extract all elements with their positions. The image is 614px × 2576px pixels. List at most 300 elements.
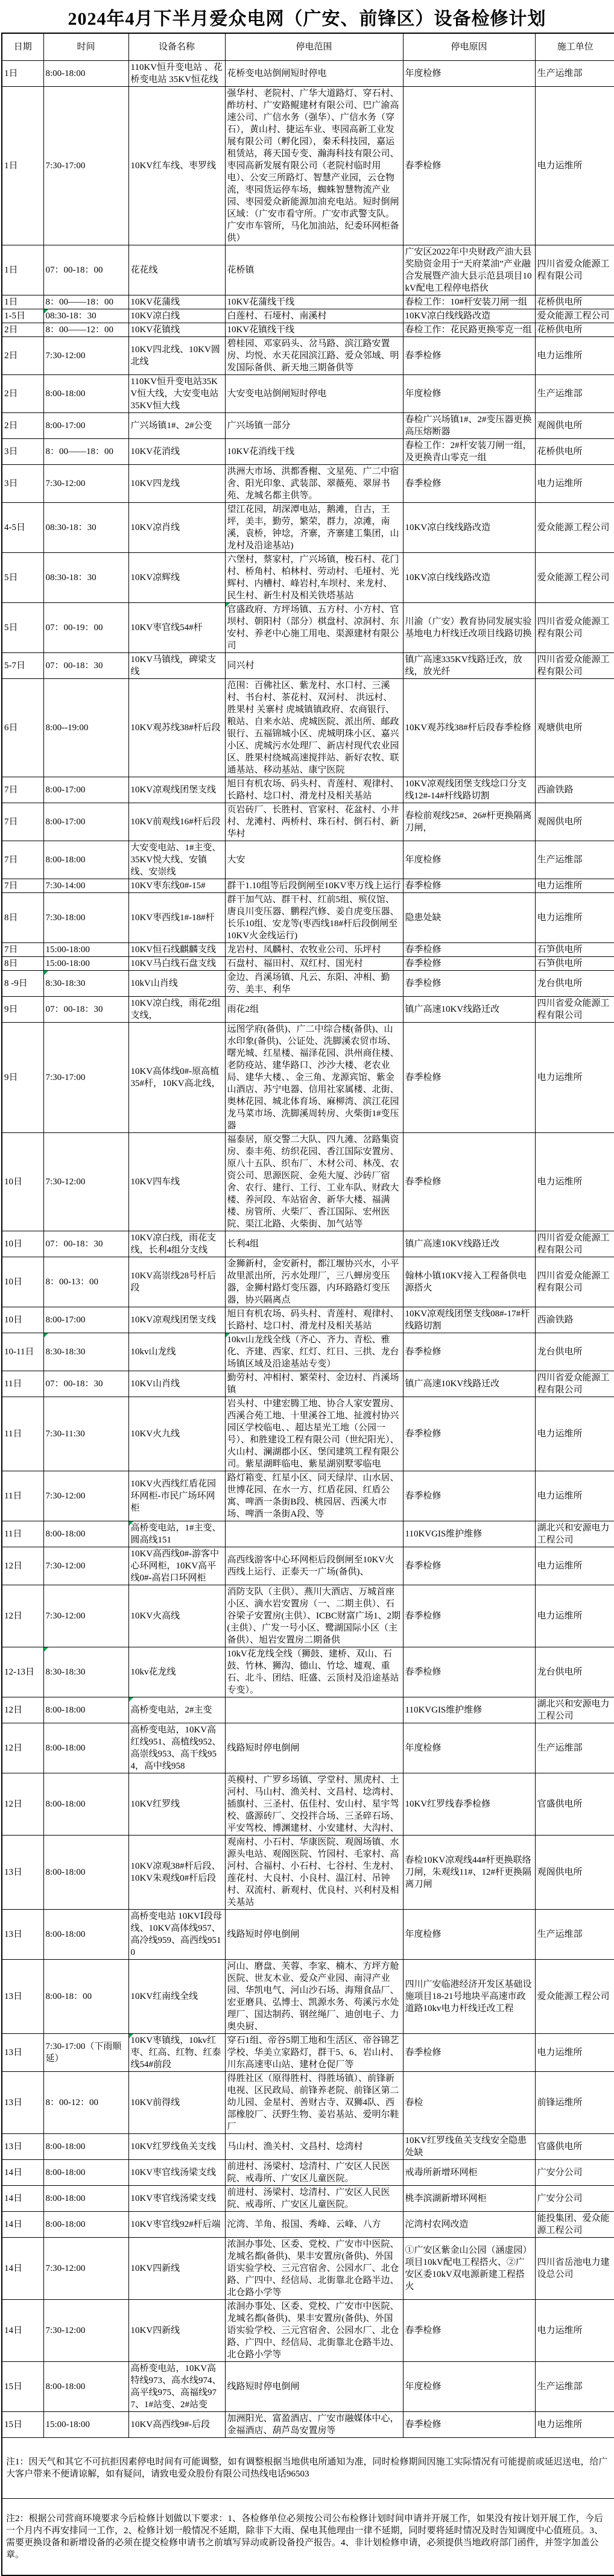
cell-construction-unit: 电力运维所 [535, 879, 614, 893]
cell-outage-reason: 春季检修 [403, 1647, 535, 1697]
cell-date: 13日 [2, 1960, 43, 2034]
cell-outage-reason: 年度检修 [403, 61, 535, 87]
table-row [2, 1773, 614, 1836]
cell-date: 1日 [2, 245, 43, 295]
cell-construction-unit: 观阁供电所 [535, 803, 614, 841]
cell-construction-unit: 观塘供电所 [535, 679, 614, 777]
cell-outage-range: 碧桂园、邓家码头、岔马路、滨江路安置房、均悦、水天花园滨江路、爱众邻域、明发国际备供、新天地三期备供等 [225, 337, 403, 375]
cell-outage-range: 10KV花消线干线 [225, 439, 403, 465]
cell-device-name: 10KV枣官线92#杆后端 [128, 2212, 225, 2238]
cell-time: 7:30-17:00 [43, 1023, 128, 1133]
cell-date: 11日 [2, 1521, 43, 1547]
note-row [2, 2438, 614, 2499]
cell-date: 3日 [2, 439, 43, 465]
cell-construction-unit: 电力运维所 [535, 1547, 614, 1585]
cell-outage-range: 前进村、汤梁村、埝清村、广安区人民医院、戒毒所、广安区儿童医院。 [225, 2186, 403, 2212]
cell-device-name: 10KV四车线 [128, 1133, 225, 1231]
cell-construction-unit: 四川省爱众能源工程有限公司 [535, 603, 614, 653]
cell-outage-reason: 年度检修 [403, 1723, 535, 1773]
cell-construction-unit: 电力运维所 [535, 2034, 614, 2072]
cell-device-name: 10KV四新线 [128, 2238, 225, 2300]
cell-construction-unit: 电力运维所 [535, 1471, 614, 1521]
cell-outage-range [225, 1521, 403, 1547]
cell-device-name: 10KV马镇线，碑梁支线 [128, 653, 225, 679]
cell-outage-range: 长利4组 [225, 1231, 403, 1257]
cell-date: 11日 [2, 1471, 43, 1521]
cell-date: 15日 [2, 2362, 43, 2412]
cell-outage-reason: 春检10KV凉观线44#杆更换联络刀闸，朱观线11#、12#杆更换隔离刀闸 [403, 1836, 535, 1910]
cell-outage-range: 雨花2组 [225, 997, 403, 1023]
cell-outage-range: 群干加气站、群干村、红前5组、殡仪馆、唐良川变压器、鹏程汽修、姜自虎变压器、长乐10组、安龙等(枣西线18#杆后段倒闸至10KV火金线运行) [225, 893, 403, 943]
cell-outage-reason: 春季检修 [403, 1547, 535, 1585]
cell-outage-reason: 110KVGIS维护维修 [403, 1521, 535, 1547]
cell-construction-unit: 生产运维部 [535, 1723, 614, 1773]
cell-construction-unit: 西渝铁路 [535, 1307, 614, 1333]
table-row [2, 309, 614, 323]
cell-time: 08:30-18：30 [43, 553, 128, 603]
cell-outage-reason: 10KV红罗线鱼关支线安全隐患处缺 [403, 2134, 535, 2160]
cell-date: 2日 [2, 413, 43, 439]
cell-outage-reason: 镇广高速335KV线路迁改，放线，放光纤 [403, 653, 535, 679]
cell-outage-range: 路灯箱变、红星小区、同天绿岸、山水居、世博花园、在水一方、红盾花园、红盾公寓、啤酒一条街B段、桃园居、西溪大市场、啤酒一条街A段、等 [225, 1471, 403, 1521]
cell-construction-unit: 爱众能源工程公司 [535, 309, 614, 323]
cell-time: 8:00-18:00 [43, 1697, 128, 1723]
cell-outage-range: 浓洄办事处、区委、党校、广安市中医院、龙城名都(备供)、果丰安置房(备供)、外国语实验学校、三元宫宿舍、公园水厂、北仓路、广四中、经信局、北街靠北仓路半边、北仓路小学等 [225, 2238, 403, 2300]
cell-device-name: 10kv花龙线 [128, 1647, 225, 1697]
cell-outage-reason: 10KV观苏线38#杆后段春季检修 [403, 679, 535, 777]
table-row [2, 1471, 614, 1521]
table-row [2, 997, 614, 1023]
cell-outage-range: 线路短时停电倒闸 [225, 2362, 403, 2412]
cell-date: 9日 [2, 997, 43, 1023]
cell-date: 4-5日 [2, 503, 43, 553]
cell-outage-range: 强华村、老院村、广华大道路灯、穿石村、酢坊村、广安路鲲建材有限公司、巴广渝高速公司、广信水务（强华）、广信水务（穿石），黄山村、捷运车业、枣园高新工业发展有限公司（孵化园），秦禾科技园，嘉运租赁站，蒋天国专变、瀚海科技有限公司、枣园高新发展有限公司（老院村临时用电）、公安三所路灯、智慧产业园，云仓物流，枣园货运停车场，蜘蛛智慧物流产业园、枣园爱众新能源加油充电站。短时倒闸区域：（广安市看守所。广安市武警支队。广安市车管所，马化加油站，纪委环网柜备供） [225, 87, 403, 245]
cell-device-name: 10KV高体线0#-原高植35#杆，10KV高北线， [128, 1023, 225, 1133]
cell-date: 13日 [2, 1836, 43, 1910]
cell-date: 14日 [2, 2160, 43, 2186]
cell-date: 1日 [2, 295, 43, 309]
table-row [2, 971, 614, 997]
table-row [2, 803, 614, 841]
table-row [2, 465, 614, 503]
column-header-date: 日期 [2, 33, 43, 61]
cell-device-name: 10KV高西线9#-后段 [128, 2412, 225, 2438]
cell-outage-reason: 桃李滨湖新增环网柜 [403, 2186, 535, 2212]
cell-outage-reason: 春季检修 [403, 1585, 535, 1647]
cell-outage-reason: 戒毒所新增环网柜 [403, 2160, 535, 2186]
note-text: 注2：根据公司营商环境要求今后检修计划做以下要求：1、各检修单位必须按公司公布检修计划时间申请并开展工作，如果没有按计划开展工作，今后一个月内不再安排同一工作，2、检修计划一般情况不延期，除非下大雨、保电其他理由一律不延期，同时要将延时情况及时告知调度中心值班员。3、需要更换设备和新增设备的必须在提交检修申请书之前填写异动或新设备投产报告。4、非计划检修申请，必须提供当地政府部门函件，并签字加盖公章。 [2, 2499, 614, 2576]
table-row [2, 1397, 614, 1471]
cell-outage-range: 洪洲大市场、洪都香榭、文星苑、广二中宿舍、阳光印象、武装部、翠薇苑、翠屏书苑、龙城名都主供等。 [225, 465, 403, 503]
table-row [2, 1371, 614, 1397]
cell-time: 8:30-18:30 [43, 971, 128, 997]
cell-outage-range: 大安 [225, 841, 403, 879]
table-row [2, 1723, 614, 1773]
cell-device-name: 广兴场镇1#、2#公变 [128, 413, 225, 439]
cell-time: 08:30-18：30 [43, 309, 128, 323]
cell-outage-reason: 镇广高速10KV线路迁改 [403, 1231, 535, 1257]
table-row [2, 413, 614, 439]
cell-device-name: 10KV凉肖线 [128, 503, 225, 553]
cell-date: 1-5日 [2, 309, 43, 323]
cell-outage-range: 石盘村、福田村、双红村、国光村 [225, 957, 403, 971]
cell-date: 14日 [2, 2212, 43, 2238]
cell-construction-unit: 电力运维所 [535, 2412, 614, 2438]
cell-time: 07：00-19：00 [43, 603, 128, 653]
cell-device-name: 10KV花镇线 [128, 323, 225, 337]
cell-time: 8:00-18:00 [43, 2134, 128, 2160]
cell-outage-range: 官盛政府、方坪场镇、五方村、小方村、官坝村、朝阳村（部分）棋盘村、凉洞村、东安村、养老中心施工用电、渠源建材有限公司 [225, 603, 403, 653]
cell-construction-unit: 观阁供电所 [535, 1836, 614, 1910]
cell-outage-reason: 春检 [403, 2072, 535, 2134]
cell-time: 8:00-18:00 [43, 2362, 128, 2412]
note-row [2, 2499, 614, 2576]
cell-device-name: 10KV凉观38#杆后段、10KV朱观线0#杆后段 [128, 1836, 225, 1910]
table-row [2, 323, 614, 337]
cell-construction-unit: 广安分公司 [535, 2186, 614, 2212]
table-row [2, 2186, 614, 2212]
cell-outage-reason: 10KV凉观线团堡支线埝口分支线12#-14#杆线路切割 [403, 777, 535, 803]
cell-outage-range: 花桥变电站倒闸短时停电 [225, 61, 403, 87]
cell-construction-unit: 四川省岳池电力建设总公司 [535, 2238, 614, 2300]
page-title: 2024年4月下半月爱众电网（广安、前锋区）设备检修计划 [68, 9, 546, 29]
cell-date: 5-7日 [2, 653, 43, 679]
cell-outage-range: 前进村、汤梁村、埝清村、广安区人民医院、戒毒所、广安区儿童医院。 [225, 2160, 403, 2186]
cell-time: 8：00——18：00 [43, 295, 128, 309]
table-row [2, 2134, 614, 2160]
column-header-construction-unit: 施工单位 [535, 33, 614, 61]
cell-construction-unit: 官盛供电所 [535, 1773, 614, 1836]
cell-time: 7:30-12:00 [43, 1133, 128, 1231]
cell-construction-unit: 四川省爱众能源工程有限公司 [535, 653, 614, 679]
cell-outage-reason: 沱湾村农网改造 [403, 2212, 535, 2238]
cell-device-name: 10KV四龙线 [128, 465, 225, 503]
table-row [2, 295, 614, 309]
cell-construction-unit: 湖北兴和安源电力工程公司 [535, 1697, 614, 1723]
cell-date: 12日 [2, 1723, 43, 1773]
cell-time: 8:00-18:00 [43, 1773, 128, 1836]
cell-time: 7:30-17:00（下雨顺延） [43, 2034, 128, 2072]
cell-time: 8:00-18:00 [43, 2212, 128, 2238]
cell-date: 5日 [2, 603, 43, 653]
cell-outage-reason: 春检前观线25#、26#杆更换隔离刀闸， [403, 803, 535, 841]
cell-time: 7:30-12:00 [43, 2300, 128, 2362]
cell-date: 2日 [2, 375, 43, 413]
cell-time: 8:00-18:00 [43, 1723, 128, 1773]
cell-construction-unit: 电力运维所 [535, 1397, 614, 1471]
cell-outage-range: 页岩砖厂、长胜村、官家村、花盆村、小井村、龙滩村、两桥村、珠石村、倒石村、新华村 [225, 803, 403, 841]
cell-time: 8:00-17:00 [43, 1307, 128, 1333]
cell-date: 11日 [2, 1371, 43, 1397]
cell-outage-reason: 10KV凉观线团堡支线08#-17#杆线路切割 [403, 1307, 535, 1333]
cell-date: 10-11日 [2, 1333, 43, 1371]
cell-device-name: 10KV观苏线38#杆后段 [128, 679, 225, 777]
cell-outage-range: 得胜社区（原得胜村、得胜场镇）、前锋新电视、区民政局、前锋养老院、前锋区第二幼儿园、金星村、善财古寺、双狮4队、西部橡胶厂、沃野生物、姜岩基站、爱明尔鞋厂 [225, 2072, 403, 2134]
table-row [2, 1231, 614, 1257]
table-row [2, 337, 614, 375]
cell-outage-reason: 10KV红罗线春季检修 [403, 1773, 535, 1836]
cell-construction-unit: 能投集团、爱众能源工程公司 [535, 2212, 614, 2238]
cell-outage-reason: 10KV凉白线线路改造 [403, 553, 535, 603]
cell-construction-unit: 电力运维所 [535, 893, 614, 943]
cell-time: 7:30-12:00 [43, 2238, 128, 2300]
cell-outage-range: 旭日有机农场、码头村、青莲村、观律村、长路村、埝口村、滑龙村及相关基站 [225, 777, 403, 803]
cell-time: 8:00-18:00 [43, 1910, 128, 1960]
cell-time: 15:00-18:00 [43, 943, 128, 957]
cell-construction-unit: 花桥供电所 [535, 439, 614, 465]
cell-construction-unit: 花桥供电所 [535, 295, 614, 309]
cell-date: 10日 [2, 1231, 43, 1257]
cell-outage-range: 岩头村、中建宏腾工地、协合人家安置房、西溪合苑工地、十里溪谷工地、扯渡村协兴园区学校临电、、超达星光工地（公园一号）、和胜建设工程有限公司（世纪阳光）、火山村、澜湖郡小区、堡闰建筑工程有限公司。紫星湖畔临电、紫星湖别墅零临电 [225, 1397, 403, 1471]
cell-date: 12-13日 [2, 1647, 43, 1697]
cell-date: 14日 [2, 2238, 43, 2300]
table-row [2, 653, 614, 679]
cell-date: 2日 [2, 323, 43, 337]
cell-device-name: 10kV山肖线 [128, 971, 225, 997]
cell-outage-range: 广兴场镇一部分 [225, 413, 403, 439]
cell-outage-range: 英模村、广罗乡场镇、学堂村、黑虎村、土河村、马山村、渔关村、文昌村、埝湾村、插旗村、三圣村、伍佳村、安山村、星宇驾校、盛源砖厂、交投拌合场、三圣碎石场、平安驾校、博渊建材、小安建材、大沟村、 [225, 1773, 403, 1836]
cell-outage-range: 金边、肖溪场镇、凡云、东阳、冲相、勤劳、美丰、利华 [225, 971, 403, 997]
cell-construction-unit: 四川省爱众能源工程有限公司 [535, 1231, 614, 1257]
cell-device-name: 10KV枣西线1#-18#杆 [128, 893, 225, 943]
cell-construction-unit: 四川省爱众能源工程有限公司 [535, 997, 614, 1023]
cell-outage-reason: 10KV凉白线线路改造 [403, 503, 535, 553]
cell-construction-unit: 生产运维部 [535, 841, 614, 879]
cell-construction-unit: 龙台供电所 [535, 1647, 614, 1697]
cell-outage-range: 线路短时停电倒闸 [225, 1910, 403, 1960]
cell-date: 7日 [2, 841, 43, 879]
cell-time: 7:30-12:00 [43, 465, 128, 503]
cell-outage-range: 10KV花镇线干线 [225, 323, 403, 337]
cell-construction-unit: 石笋供电所 [535, 943, 614, 957]
cell-device-name: 高桥变电站 10KVⅠ段母线、10KV高体线957、高冷线959、高西线9510 [128, 1910, 225, 1960]
cell-device-name: 高桥变电站，10KV高红线951、高植线952、高崇线953、高干线954，高中线958 [128, 1723, 225, 1773]
cell-device-name: 10KV四北线、10KV圆北线 [128, 337, 225, 375]
cell-outage-reason: ①广安区紫金山公园（涵虚园）项目10kV配电工程搭火、②广安区委10kV双电源新建工程搭火 [403, 2238, 535, 2300]
table-row [2, 603, 614, 653]
cell-outage-reason: 春季检修 [403, 1133, 535, 1231]
cell-device-name: 10KV凉白线，雨花支线，长利4组分支线 [128, 1231, 225, 1257]
column-header-time: 时间 [43, 33, 128, 61]
cell-date: 13日 [2, 2034, 43, 2072]
cell-outage-range: 六堡村，蔡家村，广兴场镇，梭石村、花门村、桥角村、柏林村、劳动村、毛垭村、光辉村、内槽村、峰岩村,车坝村、来龙村、民生村、新生村及相关铁塔基站 [225, 553, 403, 603]
cell-device-name: 10KV红罗线 [128, 1773, 225, 1836]
cell-construction-unit: 爱众能源工程公司 [535, 503, 614, 553]
cell-outage-reason: 春检广兴场镇1#、2#变压器更换高压熔断器 [403, 413, 535, 439]
cell-time: 7:30-17:00 [43, 87, 128, 245]
cell-device-name: 10KV火西线红盾花园环网柜-市民广场环网柜 [128, 1471, 225, 1521]
cell-outage-reason: 春季检修 [403, 1023, 535, 1133]
cell-device-name: 10KV高西线0#-游客中心环网柜，10KV高平线0#-高岩口环网柜 [128, 1547, 225, 1585]
table-row [2, 2412, 614, 2438]
cell-time: 8：00-13：00 [43, 1257, 128, 1307]
cell-construction-unit: 电力运维所 [535, 337, 614, 375]
cell-date: 15日 [2, 2412, 43, 2438]
cell-date: 10日 [2, 1257, 43, 1307]
cell-outage-range: 望江花园，胡深潭电站，鹅滩，自古，王坪，美丰，勤劳，繁荣，群力，凉滩，南溪，袁桥，钟埝，齐寨，齐寨建工集团，山龙村及沿途基站) [225, 503, 403, 553]
cell-outage-range: 远图学府(备供)、广二中综合楼(备供)、山水印象(备供)、公证处、洗脚溪农贸市场、曙光城、红星楼、福泽花园、洪州商住楼、老防疫站、建华路口、沙沙大楼、老农业局、建华大楼、、金三角、龙源宾馆、紫金山酒店、苏宁电器、信用社家属楼、北街、奥林花园、城北体育场、麻柳湾、滨江花园龙马菜市场、洗脚溪周转房、火柴街1#变压器 [225, 1023, 403, 1133]
cell-construction-unit: 电力运维所 [535, 1585, 614, 1647]
cell-time: 07：00-18：00 [43, 245, 128, 295]
cell-time: 8:00--19:00 [43, 679, 128, 777]
table-row [2, 553, 614, 603]
cell-device-name: 10KV凉观线团堡支线 [128, 777, 225, 803]
cell-time: 7:30-18:00 [43, 893, 128, 943]
table-row [2, 841, 614, 879]
cell-outage-reason: 春季检修 [403, 957, 535, 971]
cell-device-name: 10kv山龙线 [128, 1333, 225, 1371]
cell-outage-reason: 春季检修 [403, 943, 535, 957]
cell-outage-range: 消防支队（主供）、燕川大酒店、万城首座小区、滴水岩安置房（一、二期主供）、石谷梁子安置房(主供）、ICBC财富广场1、2期(主供）、广发一号小区、鹭湖国际小区（主备供）、旭岩安置房二期备供 [225, 1585, 403, 1647]
cell-time: 8：00-12：00 [43, 2072, 128, 2134]
cell-device-name: 10KV红南线全线 [128, 1960, 225, 2034]
table-row [2, 2300, 614, 2362]
table-row [2, 87, 614, 245]
table-row [2, 1910, 614, 1960]
cell-device-name: 10KV前得线 [128, 2072, 225, 2134]
cell-date: 5日 [2, 553, 43, 603]
cell-time: 8:00-18:00 [43, 2160, 128, 2186]
cell-date: 14日 [2, 2300, 43, 2362]
cell-time: 07：00-18：30 [43, 1371, 128, 1397]
cell-construction-unit: 爱众能源工程公司 [535, 553, 614, 603]
cell-device-name: 10KV花蒲线 [128, 295, 225, 309]
cell-time: 7:30-12:00 [43, 1585, 128, 1647]
cell-device-name: 高桥变电站，1#主变、圆高线151 [128, 1521, 225, 1547]
cell-time: 8:00-18:00 [43, 1836, 128, 1910]
maintenance-plan-document [0, 4, 614, 2576]
cell-construction-unit: 生产运维部 [535, 375, 614, 413]
cell-outage-reason: 春季检修 [403, 2300, 535, 2362]
table-row [2, 1333, 614, 1371]
cell-device-name: 10KV枣镇线，10kv红枣、红高、红物、红泰线54#前段 [128, 2034, 225, 2072]
cell-outage-reason: 春季检修 [403, 465, 535, 503]
cell-outage-reason: 春检工作：2#杆安装刀闸一组，及更换青山零克一组 [403, 439, 535, 465]
cell-date: 6日 [2, 679, 43, 777]
cell-outage-range: 浓洄办事处、区委、党校、广安市中医院、龙城名都(备供)、果丰安置房(备供)、外国语实验学校、三元宫宿舍、公园水厂、北仓路、广四中、经信局、北街靠北仓路半边、北仓路小学等 [225, 2300, 403, 2362]
cell-construction-unit: 四川省爱众能源工程有限公司 [535, 245, 614, 295]
table-row [2, 2034, 614, 2072]
cell-time: 15:00-18:00 [43, 2412, 128, 2438]
table-row [2, 777, 614, 803]
cell-device-name: 10KV火高线 [128, 1585, 225, 1647]
table-row [2, 679, 614, 777]
table-row [2, 1023, 614, 1133]
cell-outage-reason: 春季检修 [403, 1471, 535, 1521]
cell-outage-range: 10kV花龙线全线（狮鼓、建桥、双山、石鼓、竹林、狮沟、德山、竹埝、墟观、重石、北斗、团结、旺盛、云顶村及沿途基站专变）。 [225, 1647, 403, 1697]
cell-device-name: 10KV枣东线0#-15# [128, 879, 225, 893]
cell-time: 8:00-18:00 [43, 61, 128, 87]
cell-device-name: 10KV枣官线54#杆 [128, 603, 225, 653]
cell-outage-reason: 春季检修 [403, 971, 535, 997]
cell-outage-range: 金狮新村，金安新村，都江堰协兴水，小平故里派出所，污水处理厂，三八蝉房变压器，金狮村路灯变压器，内环路路灯变压器，协兴隔离点 [225, 1257, 403, 1307]
cell-device-name: 110KV恒升变电站 、花桥变电站 35KV恒花线 [128, 61, 225, 87]
cell-outage-range: 高西线游客中心环网柜后段倒闸至10KV火西线上运行、正泰天一广场(备供)、 [225, 1547, 403, 1585]
cell-date: 13日 [2, 2072, 43, 2134]
cell-outage-reason: 春检工作：花民路更换零克一组 [403, 323, 535, 337]
cell-date: 13日 [2, 2134, 43, 2160]
cell-outage-range [225, 1697, 403, 1723]
table-row [2, 1547, 614, 1585]
cell-time: 8:30-18:30 [43, 1333, 128, 1371]
cell-construction-unit: 电力运维所 [535, 465, 614, 503]
cell-outage-range: 花桥镇 [225, 245, 403, 295]
table-row [2, 1257, 614, 1307]
cell-date: 12日 [2, 1547, 43, 1585]
cell-outage-reason: 翰林小镇10KV接入工程备供电源搭火 [403, 1257, 535, 1307]
cell-date: 7日 [2, 943, 43, 957]
cell-outage-range: 旭日有机农场、码头村、青莲村、观律村、长路村、埝口村、滑龙村及相关基站 [225, 1307, 403, 1333]
column-header-outage-reason: 停电原因 [403, 33, 535, 61]
cell-construction-unit: 四川省爱众能源工程有限公司 [535, 1371, 614, 1397]
cell-date: 14日 [2, 2186, 43, 2212]
table-row [2, 943, 614, 957]
cell-date: 12日 [2, 1773, 43, 1836]
cell-device-name: 10KV凉白线，雨花2组支线， [128, 997, 225, 1023]
cell-construction-unit: 电力运维所 [535, 87, 614, 245]
cell-construction-unit: 生产运维部 [535, 61, 614, 87]
cell-construction-unit: 官盛供电所 [535, 2134, 614, 2160]
cell-date: 1日 [2, 61, 43, 87]
cell-date: 7日 [2, 803, 43, 841]
cell-construction-unit: 西渝铁路 [535, 777, 614, 803]
cell-construction-unit: 前锋运维所 [535, 2072, 614, 2134]
cell-outage-range: 白莲村、石垭村、南溪村 [225, 309, 403, 323]
maintenance-table [1, 33, 614, 2576]
cell-outage-reason: 镇广高速10KV线路迁改 [403, 997, 535, 1023]
cell-time: 15:00-18:00 [43, 957, 128, 971]
cell-construction-unit: 观阁供电所 [535, 413, 614, 439]
cell-date: 3日 [2, 465, 43, 503]
cell-device-name: 10KV枣官线汤梁支线 [128, 2160, 225, 2186]
cell-outage-reason: 春检工作：10#杆安装刀闸一组 [403, 295, 535, 309]
cell-time: 07：00-18：30 [43, 1231, 128, 1257]
table-row [2, 503, 614, 553]
cell-time: 8:00-17:00 [43, 803, 128, 841]
table-row [2, 1521, 614, 1547]
cell-construction-unit: 电力运维所 [535, 1023, 614, 1133]
cell-time: 08:30-18：30 [43, 503, 128, 553]
cell-device-name: 花花线 [128, 245, 225, 295]
cell-outage-reason: 110KVGIS维护维修 [403, 1697, 535, 1723]
cell-outage-reason: 春季检修 [403, 87, 535, 245]
cell-outage-range: 群干1.10组等后段倒闸至10KV枣万线上运行 [225, 879, 403, 893]
cell-time: 7:30-12:00 [43, 337, 128, 375]
cell-device-name: 10KV红罗线鱼关支线 [128, 2134, 225, 2160]
cell-time: 8:00-17:00 [43, 777, 128, 803]
cell-date: 11日 [2, 1397, 43, 1471]
cell-time: 07：00-18：30 [43, 997, 128, 1023]
cell-device-name: 10KV恒石线麒麟支线 [128, 943, 225, 957]
cell-device-name: 10KV红车线、枣罗线 [128, 87, 225, 245]
table-body [2, 61, 614, 2576]
cell-time: 7:30-12:00 [43, 1471, 128, 1521]
cell-outage-range: 线路短时停电倒闸 [225, 1723, 403, 1773]
table-row [2, 1960, 614, 2034]
cell-outage-reason: 10KV凉白线线路改造 [403, 309, 535, 323]
cell-date: 1日 [2, 87, 43, 245]
cell-time: 07：00-18：30 [43, 653, 128, 679]
table-row [2, 879, 614, 893]
cell-construction-unit: 湖北兴和安源电力工程公司 [535, 1521, 614, 1547]
cell-construction-unit: 广安分公司 [535, 2160, 614, 2186]
table-row [2, 245, 614, 295]
cell-outage-reason: 春季检修 [403, 337, 535, 375]
cell-outage-reason: 年度检修 [403, 841, 535, 879]
cell-construction-unit: 生产运维部 [535, 2362, 614, 2412]
table-row [2, 2362, 614, 2412]
cell-time: 8:00-18:00 [43, 1521, 128, 1547]
